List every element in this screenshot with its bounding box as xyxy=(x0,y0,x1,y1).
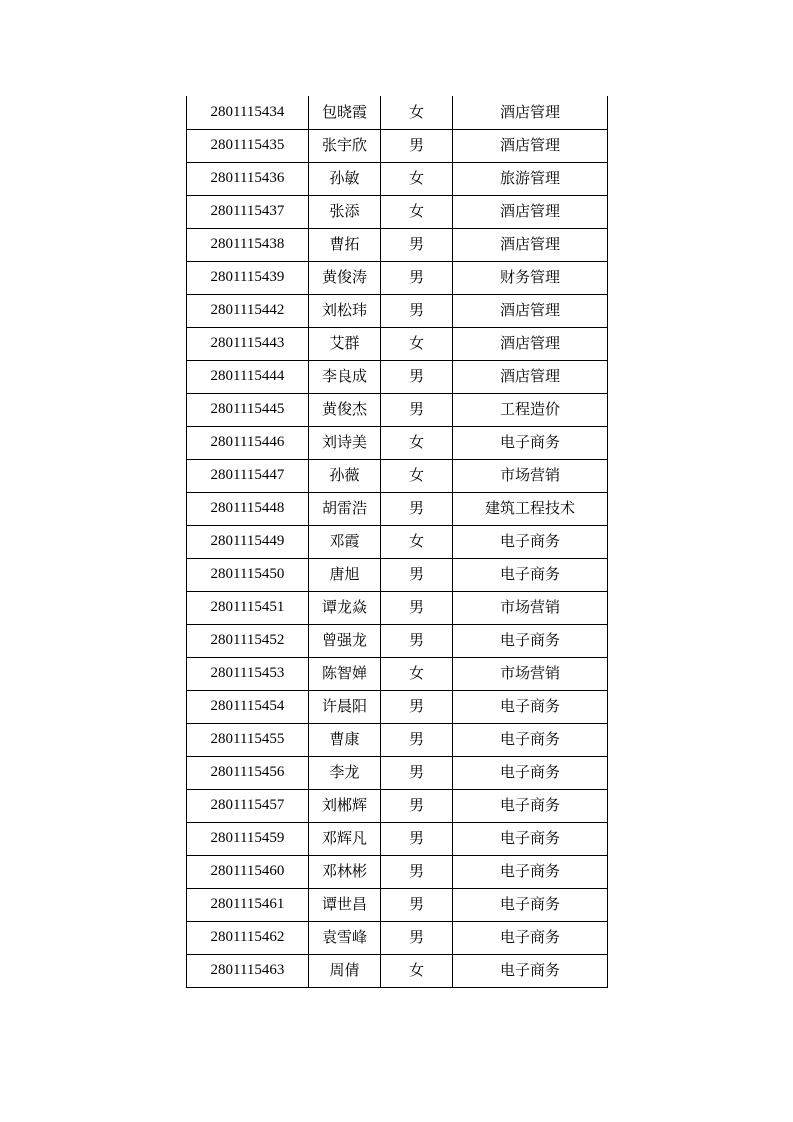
student-id-cell: 2801115449 xyxy=(187,525,309,558)
student-gender-cell: 男 xyxy=(381,690,453,723)
student-id-cell: 2801115442 xyxy=(187,294,309,327)
student-major-cell: 电子商务 xyxy=(453,723,608,756)
student-major-cell: 酒店管理 xyxy=(453,96,608,129)
student-name-cell: 刘松玮 xyxy=(309,294,381,327)
student-name-cell: 邓霞 xyxy=(309,525,381,558)
student-name-cell: 曹拓 xyxy=(309,228,381,261)
student-name-cell: 唐旭 xyxy=(309,558,381,591)
student-id-cell: 2801115454 xyxy=(187,690,309,723)
student-major-cell: 电子商务 xyxy=(453,888,608,921)
student-gender-cell: 女 xyxy=(381,954,453,987)
student-name-cell: 许晨阳 xyxy=(309,690,381,723)
student-gender-cell: 男 xyxy=(381,360,453,393)
table-row xyxy=(187,327,608,360)
student-id-cell: 2801115457 xyxy=(187,789,309,822)
student-id-cell: 2801115439 xyxy=(187,261,309,294)
student-id-cell: 2801115443 xyxy=(187,327,309,360)
table-row xyxy=(187,492,608,525)
table-row xyxy=(187,756,608,789)
student-major-cell: 市场营销 xyxy=(453,459,608,492)
table-row xyxy=(187,690,608,723)
student-name-cell: 孙敏 xyxy=(309,162,381,195)
student-id-cell: 2801115463 xyxy=(187,954,309,987)
student-id-cell: 2801115451 xyxy=(187,591,309,624)
student-id-cell: 2801115460 xyxy=(187,855,309,888)
student-major-cell: 酒店管理 xyxy=(453,228,608,261)
student-major-cell: 市场营销 xyxy=(453,591,608,624)
student-gender-cell: 男 xyxy=(381,393,453,426)
student-major-cell: 电子商务 xyxy=(453,921,608,954)
student-name-cell: 谭龙焱 xyxy=(309,591,381,624)
student-id-cell: 2801115438 xyxy=(187,228,309,261)
table-row xyxy=(187,723,608,756)
student-roster-table xyxy=(186,96,608,988)
student-gender-cell: 男 xyxy=(381,888,453,921)
table-row xyxy=(187,855,608,888)
table-row xyxy=(187,393,608,426)
student-name-cell: 曹康 xyxy=(309,723,381,756)
student-major-cell: 酒店管理 xyxy=(453,195,608,228)
student-major-cell: 电子商务 xyxy=(453,690,608,723)
student-name-cell: 曾强龙 xyxy=(309,624,381,657)
student-name-cell: 陈智婵 xyxy=(309,657,381,690)
student-name-cell: 胡雷浩 xyxy=(309,492,381,525)
table-row xyxy=(187,624,608,657)
student-major-cell: 酒店管理 xyxy=(453,294,608,327)
table-row xyxy=(187,657,608,690)
student-major-cell: 酒店管理 xyxy=(453,129,608,162)
student-id-cell: 2801115455 xyxy=(187,723,309,756)
student-major-cell: 旅游管理 xyxy=(453,162,608,195)
student-gender-cell: 男 xyxy=(381,921,453,954)
student-id-cell: 2801115444 xyxy=(187,360,309,393)
student-gender-cell: 男 xyxy=(381,822,453,855)
student-id-cell: 2801115446 xyxy=(187,426,309,459)
student-gender-cell: 男 xyxy=(381,723,453,756)
student-id-cell: 2801115461 xyxy=(187,888,309,921)
student-major-cell: 电子商务 xyxy=(453,756,608,789)
student-name-cell: 孙薇 xyxy=(309,459,381,492)
student-major-cell: 酒店管理 xyxy=(453,327,608,360)
student-major-cell: 电子商务 xyxy=(453,525,608,558)
table-row xyxy=(187,591,608,624)
student-gender-cell: 女 xyxy=(381,426,453,459)
student-name-cell: 黄俊杰 xyxy=(309,393,381,426)
student-id-cell: 2801115456 xyxy=(187,756,309,789)
student-name-cell: 刘郴辉 xyxy=(309,789,381,822)
student-name-cell: 邓辉凡 xyxy=(309,822,381,855)
student-name-cell: 张宇欣 xyxy=(309,129,381,162)
student-id-cell: 2801115436 xyxy=(187,162,309,195)
student-major-cell: 酒店管理 xyxy=(453,360,608,393)
table-row xyxy=(187,294,608,327)
student-id-cell: 2801115452 xyxy=(187,624,309,657)
table-row xyxy=(187,459,608,492)
table-row xyxy=(187,261,608,294)
student-gender-cell: 男 xyxy=(381,624,453,657)
student-name-cell: 李良成 xyxy=(309,360,381,393)
student-major-cell: 电子商务 xyxy=(453,954,608,987)
student-gender-cell: 男 xyxy=(381,492,453,525)
student-name-cell: 黄俊涛 xyxy=(309,261,381,294)
table-row xyxy=(187,558,608,591)
table-row xyxy=(187,789,608,822)
student-id-cell: 2801115435 xyxy=(187,129,309,162)
student-major-cell: 电子商务 xyxy=(453,624,608,657)
table-row xyxy=(187,888,608,921)
student-id-cell: 2801115453 xyxy=(187,657,309,690)
student-gender-cell: 女 xyxy=(381,459,453,492)
student-gender-cell: 男 xyxy=(381,756,453,789)
student-name-cell: 周倩 xyxy=(309,954,381,987)
student-major-cell: 电子商务 xyxy=(453,558,608,591)
table-row xyxy=(187,360,608,393)
student-id-cell: 2801115447 xyxy=(187,459,309,492)
student-major-cell: 电子商务 xyxy=(453,822,608,855)
student-major-cell: 市场营销 xyxy=(453,657,608,690)
student-name-cell: 包晓霞 xyxy=(309,96,381,129)
student-name-cell: 张添 xyxy=(309,195,381,228)
student-gender-cell: 女 xyxy=(381,96,453,129)
student-id-cell: 2801115450 xyxy=(187,558,309,591)
table-row xyxy=(187,228,608,261)
table-row xyxy=(187,525,608,558)
table-row xyxy=(187,96,608,129)
student-gender-cell: 男 xyxy=(381,129,453,162)
table-row xyxy=(187,921,608,954)
student-major-cell: 财务管理 xyxy=(453,261,608,294)
student-gender-cell: 男 xyxy=(381,261,453,294)
student-gender-cell: 男 xyxy=(381,855,453,888)
student-gender-cell: 女 xyxy=(381,162,453,195)
student-id-cell: 2801115445 xyxy=(187,393,309,426)
roster-body xyxy=(187,96,608,987)
student-id-cell: 2801115459 xyxy=(187,822,309,855)
table-row xyxy=(187,822,608,855)
student-major-cell: 工程造价 xyxy=(453,393,608,426)
table-row xyxy=(187,426,608,459)
student-gender-cell: 男 xyxy=(381,294,453,327)
student-major-cell: 建筑工程技术 xyxy=(453,492,608,525)
student-major-cell: 电子商务 xyxy=(453,789,608,822)
table-row xyxy=(187,195,608,228)
student-name-cell: 艾群 xyxy=(309,327,381,360)
student-name-cell: 袁雪峰 xyxy=(309,921,381,954)
student-id-cell: 2801115448 xyxy=(187,492,309,525)
student-id-cell: 2801115437 xyxy=(187,195,309,228)
student-id-cell: 2801115434 xyxy=(187,96,309,129)
table-row xyxy=(187,162,608,195)
student-name-cell: 刘诗美 xyxy=(309,426,381,459)
student-name-cell: 李龙 xyxy=(309,756,381,789)
table-row xyxy=(187,129,608,162)
student-gender-cell: 女 xyxy=(381,327,453,360)
student-gender-cell: 男 xyxy=(381,228,453,261)
student-major-cell: 电子商务 xyxy=(453,855,608,888)
student-gender-cell: 男 xyxy=(381,789,453,822)
student-major-cell: 电子商务 xyxy=(453,426,608,459)
student-gender-cell: 男 xyxy=(381,558,453,591)
student-gender-cell: 女 xyxy=(381,525,453,558)
student-gender-cell: 女 xyxy=(381,657,453,690)
student-id-cell: 2801115462 xyxy=(187,921,309,954)
student-name-cell: 邓林彬 xyxy=(309,855,381,888)
student-gender-cell: 女 xyxy=(381,195,453,228)
student-name-cell: 谭世昌 xyxy=(309,888,381,921)
student-gender-cell: 男 xyxy=(381,591,453,624)
table-row xyxy=(187,954,608,987)
